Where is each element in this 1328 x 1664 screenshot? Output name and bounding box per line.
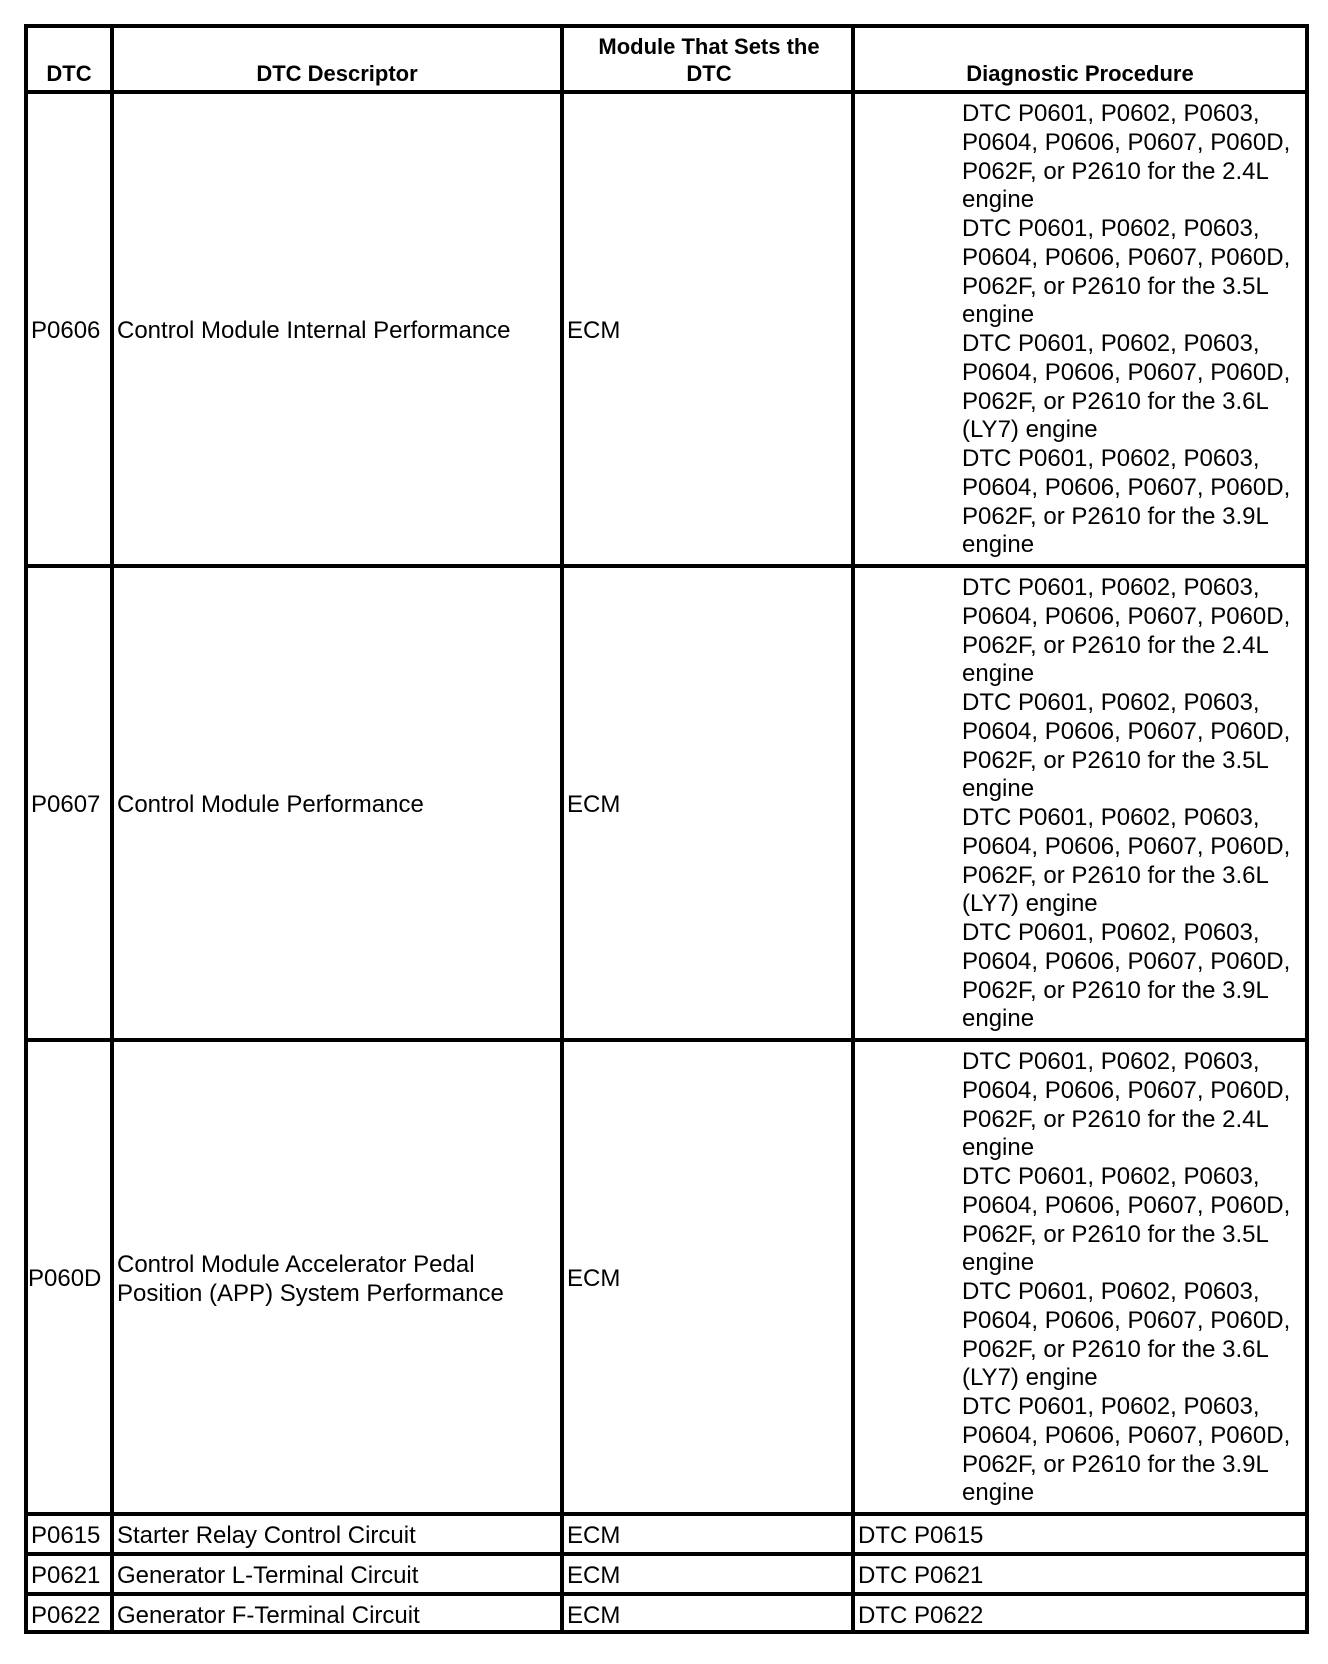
dtc-descriptor: Control Module Internal Performance [117, 317, 511, 344]
procedure-list [962, 100, 1302, 560]
module-name: ECM [567, 1265, 621, 1292]
procedure-link[interactable]: DTC P0601, P0602, P0603, P0604, P0606, P0607, P060D, P062F, or P2610 for the 3.6L (LY7) engine [962, 1278, 1291, 1392]
header-dtc: DTC [46, 61, 92, 86]
procedure-link[interactable]: DTC P0601, P0602, P0603, P0604, P0606, P0607, P060D, P062F, or P2610 for the 3.5L engine [962, 689, 1291, 803]
procedure-link[interactable]: DTC P0601, P0602, P0603, P0604, P0606, P0607, P060D, P062F, or P2610 for the 3.9L engine [962, 1393, 1291, 1507]
procedure-link[interactable]: DTC P0601, P0602, P0603, P0604, P0606, P0607, P060D, P062F, or P2610 for the 3.9L engine [962, 919, 1291, 1033]
column-border [560, 24, 564, 1634]
column-border [1305, 24, 1309, 1634]
dtc-descriptor: Control Module Performance [117, 791, 424, 818]
procedure-link[interactable]: DTC P0601, P0602, P0603, P0604, P0606, P0607, P060D, P062F, or P2610 for the 3.6L (LY7) engine [962, 330, 1291, 444]
procedure-link[interactable]: DTC P0601, P0602, P0603, P0604, P0606, P0607, P060D, P062F, or P2610 for the 3.9L engine [962, 445, 1291, 559]
dtc-code: P0606 [31, 317, 101, 344]
dtc-table [24, 24, 1309, 1634]
procedure-link[interactable]: DTC P0601, P0602, P0603, P0604, P0606, P0607, P060D, P062F, or P2610 for the 3.5L engine [962, 1163, 1291, 1277]
header-descriptor: DTC Descriptor [256, 61, 418, 86]
procedure-link[interactable]: DTC P0622 [858, 1602, 984, 1629]
header-module: Module That Sets the DTC [598, 34, 820, 86]
dtc-descriptor: Generator F-Terminal Circuit [117, 1602, 420, 1629]
procedure-link[interactable]: DTC P0621 [858, 1562, 984, 1589]
column-border [24, 24, 28, 1634]
procedure-link[interactable]: DTC P0601, P0602, P0603, P0604, P0606, P0607, P060D, P062F, or P2610 for the 3.5L engine [962, 215, 1291, 329]
dtc-code: P0607 [31, 791, 101, 818]
dtc-descriptor: Generator L-Terminal Circuit [117, 1562, 419, 1589]
module-name: ECM [567, 1602, 621, 1629]
module-name: ECM [567, 1562, 621, 1589]
dtc-code: P060D [28, 1265, 102, 1292]
module-name: ECM [567, 317, 621, 344]
dtc-descriptor: Starter Relay Control Circuit [117, 1522, 416, 1549]
procedure-link[interactable]: DTC P0601, P0602, P0603, P0604, P0606, P0607, P060D, P062F, or P2610 for the 2.4L engine [962, 1048, 1291, 1162]
dtc-code: P0622 [31, 1602, 101, 1629]
column-border [110, 24, 114, 1634]
column-border [851, 24, 855, 1634]
procedure-link[interactable]: DTC P0615 [858, 1522, 984, 1549]
module-name: ECM [567, 1522, 621, 1549]
header-procedure: Diagnostic Procedure [966, 61, 1194, 86]
dtc-descriptor: Control Module Accelerator Pedal Position (APP) System Performance [117, 1251, 504, 1307]
procedure-link[interactable]: DTC P0601, P0602, P0603, P0604, P0606, P0607, P060D, P062F, or P2610 for the 2.4L engine [962, 574, 1291, 688]
procedure-link[interactable]: DTC P0601, P0602, P0603, P0604, P0606, P0607, P060D, P062F, or P2610 for the 3.6L (LY7) engine [962, 804, 1291, 918]
procedure-list [962, 1048, 1302, 1508]
dtc-code: P0621 [31, 1562, 101, 1589]
module-name: ECM [567, 791, 621, 818]
procedure-list [962, 574, 1302, 1034]
procedure-link[interactable]: DTC P0601, P0602, P0603, P0604, P0606, P0607, P060D, P062F, or P2610 for the 2.4L engine [962, 100, 1291, 214]
dtc-code: P0615 [31, 1522, 101, 1549]
